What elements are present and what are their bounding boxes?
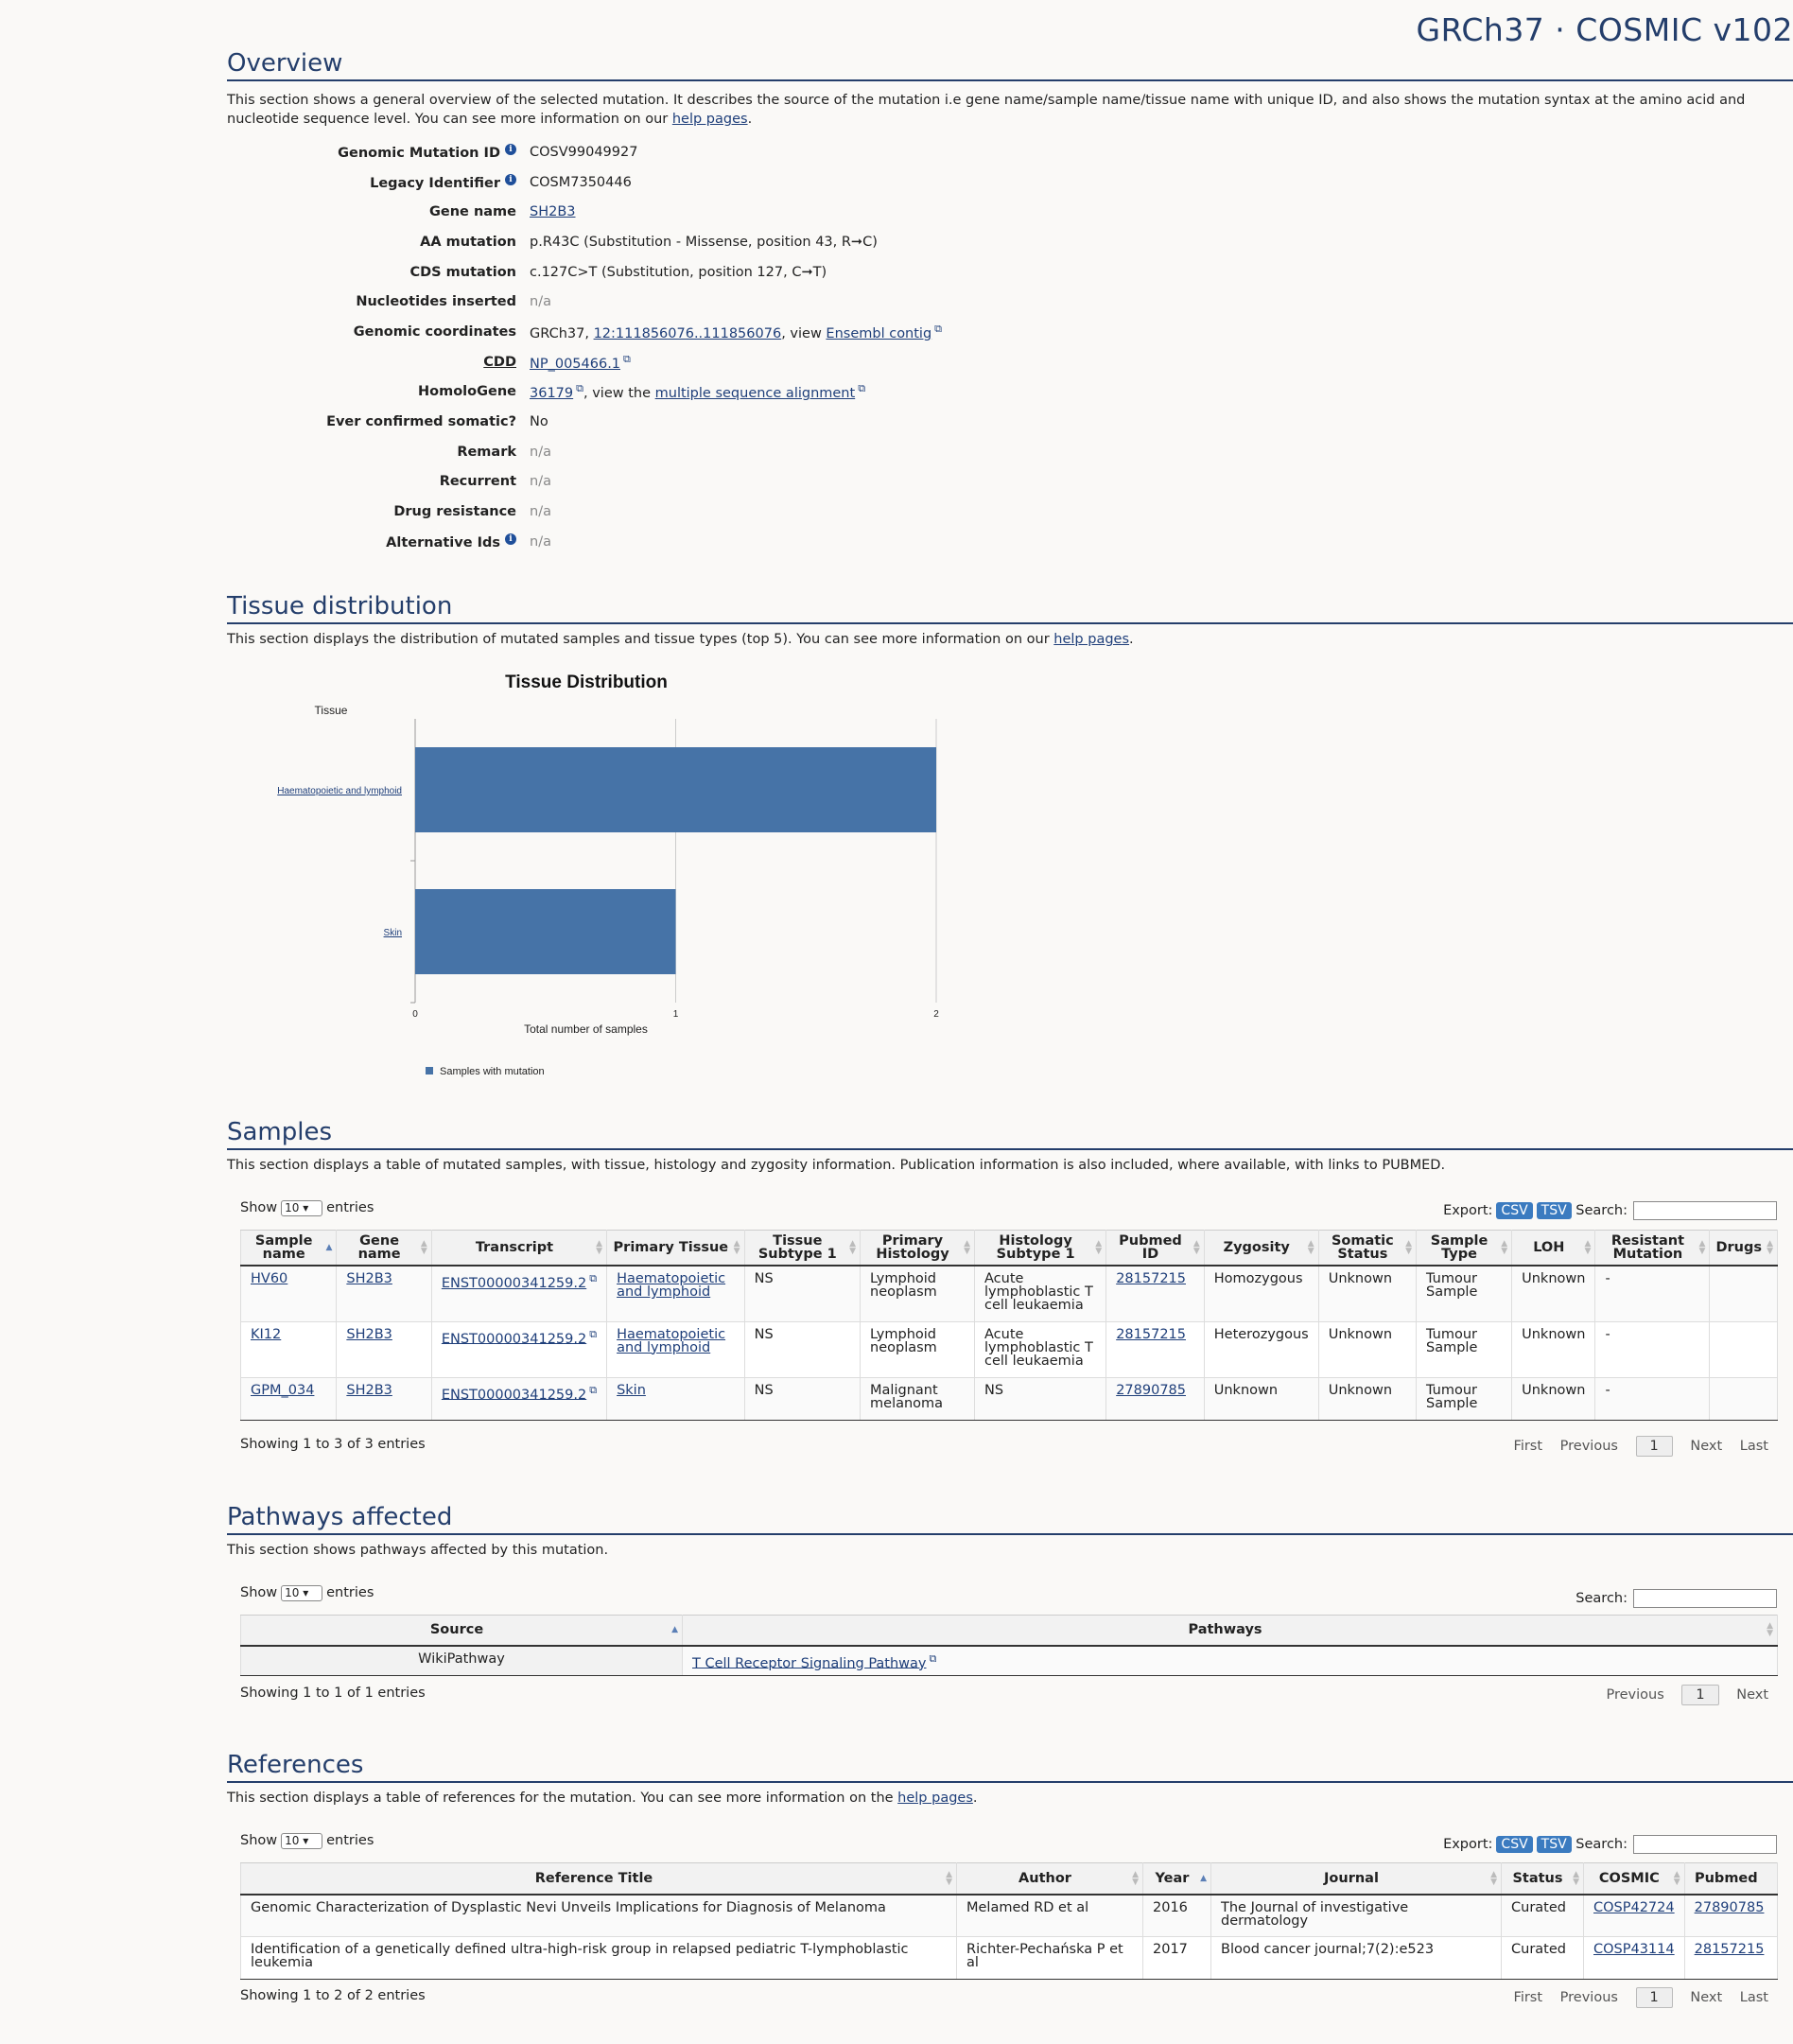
pathways-pagination (1593, 1685, 1768, 1705)
table-cell: Tumour Sample (1417, 1266, 1512, 1321)
references-page-size-select[interactable]: 10 ▾ (281, 1833, 322, 1849)
table-cell (1710, 1321, 1778, 1377)
pubmed-link[interactable]: 28157215 (1116, 1271, 1186, 1286)
samples-page-size-select[interactable]: 10 ▾ (281, 1200, 322, 1216)
column-header[interactable]: Sample name ▲ (241, 1231, 337, 1267)
pubmed-link[interactable]: 27890785 (1694, 1899, 1765, 1915)
table-cell: Unknown (1318, 1266, 1416, 1321)
aa-mutation-value: p.R43C (Substitution - Missense, position 43, R➞C) (530, 234, 878, 250)
table-cell: Unknown (1512, 1266, 1595, 1321)
tissue-link[interactable]: Haematopoietic and lymphoid (617, 1271, 726, 1300)
references-section (227, 1751, 1793, 1808)
column-header[interactable]: Source ▲ (241, 1616, 683, 1646)
table-cell: Richter-Pechańska P et al (957, 1937, 1143, 1980)
help-pages-link[interactable]: help pages (897, 1791, 973, 1806)
references-length-control: Show 10 ▾ entries (240, 1833, 374, 1848)
cdd-row: CDD NP_005466.1 ⧉ (483, 352, 631, 372)
legend-swatch (426, 1067, 433, 1074)
table-cell: NS (744, 1321, 860, 1377)
pathways-length-control: Show 10 ▾ entries (240, 1585, 374, 1600)
sample-link[interactable]: HV60 (251, 1271, 288, 1286)
column-header[interactable]: Status ▲ ▼ (1502, 1863, 1584, 1895)
references-table (240, 1862, 1778, 1980)
cosmic-study-link[interactable]: COSP42724 (1593, 1899, 1675, 1915)
sample-link[interactable]: GPM_034 (251, 1382, 315, 1398)
table-cell: - (1595, 1266, 1710, 1321)
pathways-table (240, 1615, 1778, 1676)
pathway-link[interactable]: T Cell Receptor Signaling Pathway (692, 1655, 927, 1671)
pubmed-link[interactable]: 28157215 (1116, 1326, 1186, 1342)
samples-pagination (1501, 1436, 1768, 1457)
external-link-icon: ⧉ (934, 323, 943, 336)
ensembl-contig-link[interactable]: Ensembl contig (826, 325, 932, 341)
external-link-icon: ⧉ (858, 382, 866, 395)
alternative-ids-row: Alternative Ids i n/a (386, 533, 551, 550)
sequence-alignment-link[interactable]: multiple sequence alignment (654, 386, 856, 402)
samples-search-input[interactable] (1633, 1201, 1777, 1220)
pathways-heading: Pathways affected (227, 1503, 1793, 1535)
column-header[interactable]: LOH ▲ ▼ (1512, 1231, 1595, 1267)
column-header[interactable]: Zygosity ▲ ▼ (1204, 1231, 1318, 1267)
first-page-button[interactable]: First (1513, 1990, 1543, 2005)
remark-value: n/a (530, 444, 551, 460)
samples-section (227, 1118, 1793, 1175)
table-cell: NS (744, 1266, 860, 1321)
legend-label: Samples with mutation (440, 1066, 545, 1077)
table-cell: Lymphoid neoplasm (861, 1266, 975, 1321)
table-cell (1710, 1377, 1778, 1420)
current-page-button[interactable]: 1 (1636, 1436, 1673, 1457)
table-cell: Blood cancer journal;7(2):e523 (1211, 1937, 1502, 1980)
nucleotides-inserted-value: n/a (530, 294, 551, 310)
table-cell: Tumour Sample (1417, 1321, 1512, 1377)
table-row (241, 1937, 1778, 1980)
samples-export-search: Export: CSV TSV Search: (1443, 1201, 1777, 1220)
table-cell: Acute lymphoblastic T cell leukaemia (975, 1266, 1106, 1321)
table-cell: Genomic Characterization of Dysplastic Nevi Unveils Implications for Diagnosis of Melanoma (241, 1895, 957, 1937)
export-tsv-button[interactable]: TSV (1537, 1202, 1572, 1219)
sample-link[interactable]: KI12 (251, 1326, 282, 1342)
drug-resistance-value: n/a (530, 504, 551, 520)
genomic-coordinates-row: Genomic coordinates GRCh37, 12:111856076..111856076, view Ensembl contig ⧉ (353, 323, 943, 341)
table-cell: Malignant melanoma (861, 1377, 975, 1420)
y-tick-label[interactable]: Haematopoietic and lymphoid (277, 786, 402, 796)
column-header[interactable]: Gene name ▲ ▼ (337, 1231, 431, 1267)
x-tick-label: 1 (672, 1009, 679, 1020)
table-cell: 2017 (1143, 1937, 1211, 1980)
references-pagination (1501, 1987, 1768, 2008)
column-header[interactable]: Author ▲ ▼ (957, 1863, 1143, 1895)
cdd-link[interactable]: NP_005466.1 (530, 356, 621, 372)
column-header[interactable]: Resistant Mutation ▲ ▼ (1595, 1231, 1710, 1267)
samples-header-row (241, 1231, 1778, 1267)
cds-mutation-row: CDS mutation c.127C>T (Substitution, position 127, C➞T) (409, 264, 827, 280)
ever-confirmed-somatic-row: Ever confirmed somatic? No (326, 414, 548, 430)
table-row (241, 1377, 1778, 1420)
gene-link[interactable]: SH2B3 (346, 1326, 392, 1342)
external-link-icon: ⧉ (589, 1327, 598, 1340)
export-tsv-button[interactable]: TSV (1537, 1836, 1572, 1853)
table-cell: Unknown (1318, 1321, 1416, 1377)
table-cell: Homozygous (1204, 1266, 1318, 1321)
column-header[interactable]: Year ▲ (1143, 1863, 1211, 1895)
table-cell: Acute lymphoblastic T cell leukaemia (975, 1321, 1106, 1377)
references-info: Showing 1 to 2 of 2 entries (240, 1988, 426, 2003)
first-page-button[interactable]: First (1513, 1439, 1543, 1454)
column-header[interactable]: Drugs ▲ ▼ (1710, 1231, 1778, 1267)
gene-name-link[interactable]: SH2B3 (530, 204, 576, 220)
column-header[interactable]: Pubmed ID ▲ ▼ (1106, 1231, 1205, 1267)
table-row (241, 1895, 1778, 1937)
external-link-icon: ⧉ (623, 352, 631, 365)
overview-heading: Overview (227, 49, 1793, 81)
y-axis-label: Tissue (314, 704, 348, 717)
legacy-identifier-row: Legacy Identifier i COSM7350446 (370, 174, 632, 191)
info-icon[interactable]: i (505, 174, 516, 185)
pathways-header-row (241, 1616, 1778, 1646)
current-page-button[interactable]: 1 (1636, 1987, 1673, 2008)
column-header[interactable]: Tissue Subtype 1 ▲ ▼ (744, 1231, 860, 1267)
bar (415, 747, 936, 832)
gene-name-row: Gene name SH2B3 (429, 204, 576, 220)
info-icon[interactable]: i (505, 533, 516, 545)
external-link-icon: ⧉ (589, 1272, 598, 1284)
homologene-row: HomoloGene 36179 ⧉, view the multiple sequence alignment ⧉ (418, 382, 866, 402)
table-cell: Curated (1502, 1895, 1584, 1937)
overview-table (216, 137, 1793, 557)
table-cell: - (1595, 1321, 1710, 1377)
cds-mutation-value: c.127C>T (Substitution, position 127, C➞T) (530, 264, 827, 280)
previous-page-button[interactable]: Previous (1606, 1687, 1664, 1703)
table-cell: Unknown (1512, 1321, 1595, 1377)
pathways-section (227, 1503, 1793, 1560)
previous-page-button[interactable]: Previous (1559, 1990, 1618, 2005)
alternative-ids-value: n/a (530, 533, 551, 550)
tissue-link[interactable]: Skin (617, 1382, 646, 1398)
table-cell: WikiPathway (241, 1646, 683, 1676)
info-icon[interactable]: i (505, 144, 516, 155)
remark-row: Remark n/a (457, 444, 551, 460)
transcript-link[interactable]: ENST00000341259.2 (441, 1275, 587, 1291)
genomic-mutation-id-value: COSV99049927 (530, 144, 638, 160)
samples-length-control: Show 10 ▾ entries (240, 1200, 374, 1215)
gene-link[interactable]: SH2B3 (346, 1271, 392, 1286)
column-header[interactable]: Reference Title ▲ ▼ (241, 1863, 957, 1895)
transcript-link[interactable]: ENST00000341259.2 (441, 1387, 587, 1403)
bar (415, 889, 676, 974)
column-header[interactable]: Transcript ▲ ▼ (431, 1231, 606, 1267)
table-row (241, 1266, 1778, 1321)
homologene-link[interactable]: 36179 (530, 386, 574, 402)
chart-title: Tissue Distribution (505, 673, 668, 692)
x-tick-label: 2 (933, 1009, 939, 1020)
table-cell: Lymphoid neoplasm (861, 1321, 975, 1377)
ever-confirmed-somatic-value: No (530, 414, 548, 430)
table-cell: NS (975, 1377, 1106, 1420)
previous-page-button[interactable]: Previous (1559, 1439, 1618, 1454)
next-page-button[interactable]: Next (1736, 1687, 1768, 1703)
samples-heading: Samples (227, 1118, 1793, 1150)
table-cell: 2016 (1143, 1895, 1211, 1937)
samples-table (240, 1230, 1778, 1421)
external-link-icon: ⧉ (576, 382, 583, 395)
column-header[interactable]: Journal ▲ ▼ (1211, 1863, 1502, 1895)
column-header[interactable]: COSMIC ▲ ▼ (1584, 1863, 1685, 1895)
aa-mutation-row: AA mutation p.R43C (Substitution - Missense, position 43, R➞C) (420, 234, 878, 250)
genomic-mutation-id-row: Genomic Mutation ID i COSV99049927 (338, 144, 638, 161)
last-page-button[interactable]: Last (1739, 1439, 1768, 1454)
table-row (241, 1646, 1778, 1676)
pathways-search: Search: (1575, 1589, 1777, 1608)
last-page-button[interactable]: Last (1739, 1990, 1768, 2005)
tissue-chart (227, 662, 984, 1097)
x-axis-label: Total number of samples (524, 1022, 648, 1036)
export-csv-button[interactable]: CSV (1496, 1202, 1532, 1219)
tissue-link[interactable]: Haematopoietic and lymphoid (617, 1326, 726, 1355)
next-page-button[interactable]: Next (1690, 1990, 1723, 2005)
pathways-info: Showing 1 to 1 of 1 entries (240, 1686, 426, 1701)
tissue-intro: This section displays the distribution of mutated samples and tissue types (top 5). You can see more information on our help pages. (227, 632, 1134, 647)
table-cell: Melamed RD et al (957, 1895, 1143, 1937)
table-cell (1710, 1266, 1778, 1321)
table-cell: Unknown (1512, 1377, 1595, 1420)
legacy-identifier-value: COSM7350446 (530, 174, 632, 190)
table-cell: NS (744, 1377, 860, 1420)
column-header[interactable]: Primary Tissue ▲ ▼ (607, 1231, 745, 1267)
table-cell: Unknown (1318, 1377, 1416, 1420)
transcript-link[interactable]: ENST00000341259.2 (441, 1331, 587, 1347)
nucleotides-inserted-row: Nucleotides inserted n/a (356, 294, 551, 310)
tissue-chart-svg (227, 662, 984, 1097)
table-cell: Identification of a genetically defined ultra-high-risk group in relapsed pediatric T-lymphoblastic leukemia (241, 1937, 957, 1980)
column-header[interactable]: Histology Subtype 1 ▲ ▼ (975, 1231, 1106, 1267)
table-cell: Unknown (1204, 1377, 1318, 1420)
table-cell: Curated (1502, 1937, 1584, 1980)
tissue-section (227, 592, 1793, 649)
column-header[interactable]: Pubmed (1684, 1863, 1777, 1895)
tissue-heading: Tissue distribution (227, 592, 1793, 624)
help-pages-link[interactable]: help pages (1053, 632, 1130, 647)
references-header-row (241, 1863, 1778, 1895)
overview-intro: This section shows a general overview of the selected mutation. It describes the source of the mutation i.e gene name/sample name/tissue name with unique ID, and also shows the mutation syntax at the amino acid and nucleotide sequence level. You can see more information on our help pages. (227, 93, 1746, 127)
samples-intro: This section displays a table of mutated samples, with tissue, histology and zygosity information. Publication information is also included, where available, with links to PUBMED. (227, 1158, 1446, 1173)
recurrent-row: Recurrent n/a (439, 474, 551, 490)
current-page-button[interactable]: 1 (1681, 1685, 1718, 1705)
table-cell: Heterozygous (1204, 1321, 1318, 1377)
overview-section (227, 49, 1793, 557)
cosmic-study-link[interactable]: COSP43114 (1593, 1942, 1675, 1957)
pathways-search-input[interactable] (1633, 1589, 1777, 1608)
next-page-button[interactable]: Next (1690, 1439, 1723, 1454)
samples-info: Showing 1 to 3 of 3 entries (240, 1437, 426, 1452)
help-pages-link[interactable]: help pages (671, 112, 748, 127)
x-tick-label: 0 (412, 1009, 418, 1020)
pathways-page-size-select[interactable]: 10 ▾ (281, 1585, 322, 1601)
column-header[interactable]: Sample Type ▲ ▼ (1417, 1231, 1512, 1267)
pathways-intro: This section shows pathways affected by this mutation. (227, 1543, 609, 1558)
references-intro: This section displays a table of references for the mutation. You can see more information on the help pages. (227, 1791, 978, 1806)
recurrent-value: n/a (530, 474, 551, 490)
y-tick-label[interactable]: Skin (383, 928, 402, 938)
drug-resistance-row: Drug resistance n/a (393, 504, 551, 520)
external-link-icon: ⧉ (589, 1383, 598, 1396)
pubmed-link[interactable]: 28157215 (1694, 1942, 1765, 1957)
site-title: GRCh37 · COSMIC v102 (1416, 11, 1793, 48)
table-cell: - (1595, 1377, 1710, 1420)
references-search-input[interactable] (1633, 1835, 1777, 1854)
column-header[interactable]: Primary Histology ▲ ▼ (861, 1231, 975, 1267)
table-cell: The Journal of investigative dermatology (1211, 1895, 1502, 1937)
table-cell: Tumour Sample (1417, 1377, 1512, 1420)
table-row (241, 1321, 1778, 1377)
references-heading: References (227, 1751, 1793, 1783)
coordinates-link[interactable]: 12:111856076..111856076 (593, 325, 782, 341)
column-header[interactable]: Pathways ▲ ▼ (683, 1616, 1778, 1646)
export-csv-button[interactable]: CSV (1496, 1836, 1532, 1853)
pubmed-link[interactable]: 27890785 (1116, 1382, 1186, 1398)
column-header[interactable]: Somatic Status ▲ ▼ (1318, 1231, 1416, 1267)
external-link-icon: ⧉ (929, 1651, 937, 1665)
gene-link[interactable]: SH2B3 (346, 1382, 392, 1398)
references-export-search: Export: CSV TSV Search: (1443, 1835, 1777, 1854)
